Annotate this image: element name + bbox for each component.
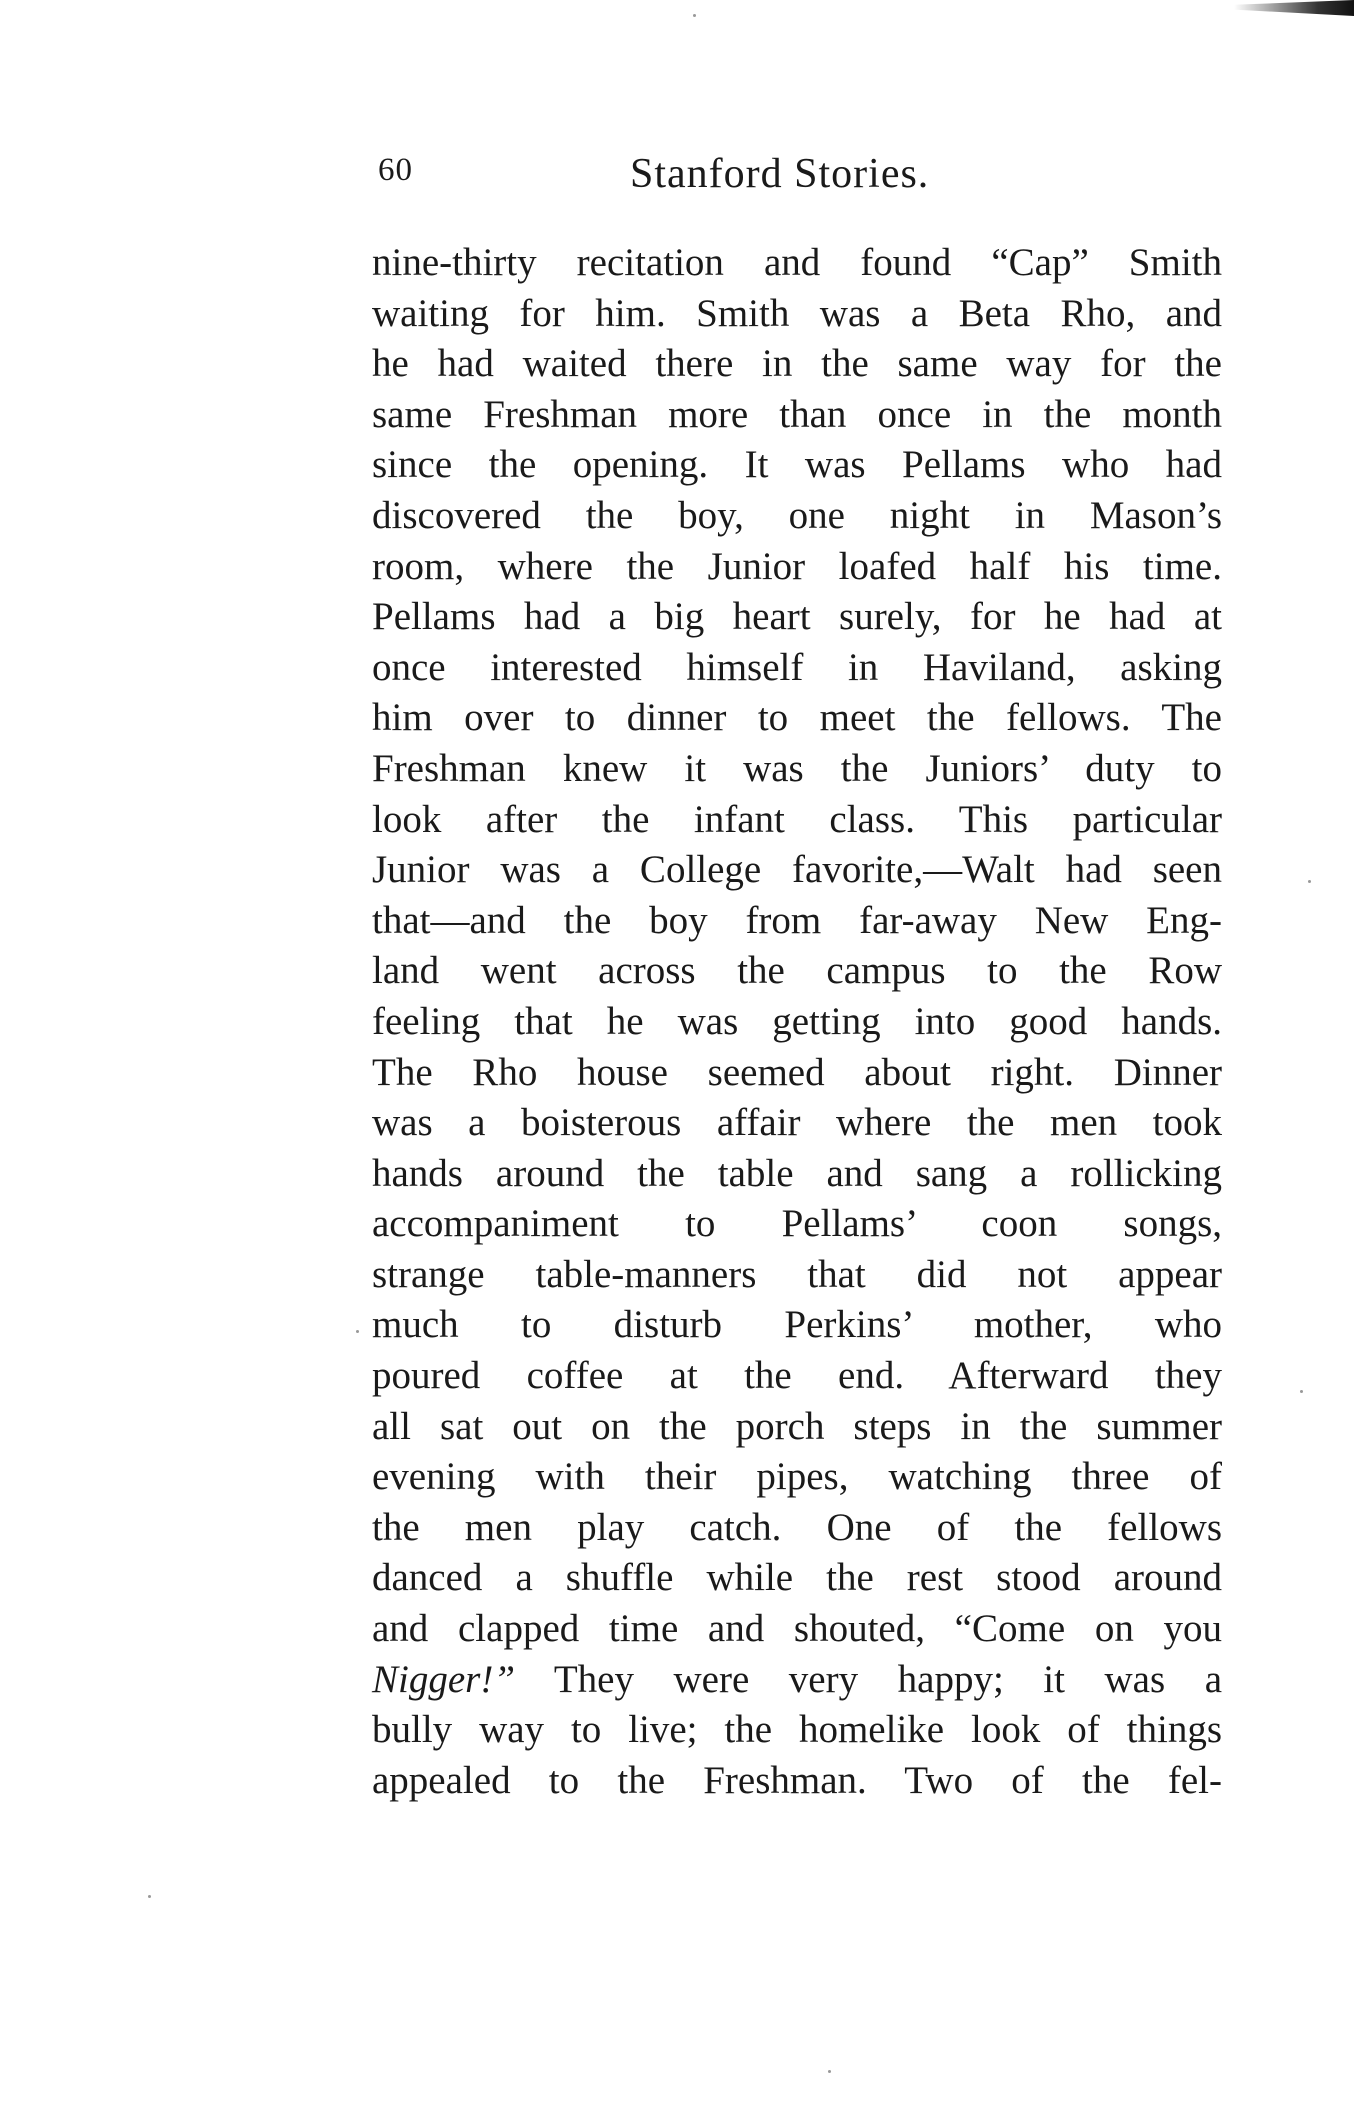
- text-line: him over to dinner to meet the fellows. The: [372, 696, 1222, 740]
- text-line: since the opening. It was Pellams who had: [372, 443, 1222, 487]
- text-line: was a boisterous affair where the men took: [372, 1101, 1222, 1145]
- text-line: once interested himself in Haviland, asking: [372, 645, 1222, 689]
- line-remainder: They were very happy; it was a: [553, 1657, 1222, 1701]
- paper-speck: [1300, 1390, 1303, 1393]
- italic-phrase: Nigger!”: [372, 1657, 516, 1701]
- text-line: Freshman knew it was the Juniors’ duty to: [372, 746, 1222, 790]
- text-line: the men play catch. One of the fellows: [372, 1505, 1222, 1549]
- body-text: [372, 238, 1222, 1806]
- text-line: danced a shuffle while the rest stood around: [372, 1556, 1222, 1600]
- text-line: look after the infant class. This particular: [372, 797, 1222, 841]
- text-line: that—and the boy from far-away New Eng-: [372, 898, 1222, 942]
- page-number: 60: [378, 152, 413, 188]
- text-line: room, where the Junior loafed half his time.: [372, 544, 1222, 588]
- text-line-mixed: [372, 1655, 1222, 1706]
- text-line: appealed to the Freshman. Two of the fel-: [372, 1758, 1222, 1802]
- running-title: Stanford Stories.: [630, 151, 930, 197]
- text-line: same Freshman more than once in the month: [372, 392, 1222, 436]
- paper-speck: [1308, 880, 1311, 883]
- text-line: accompaniment to Pellams’ coon songs,: [372, 1202, 1222, 1246]
- text-line: waiting for him. Smith was a Beta Rho, and: [372, 291, 1222, 335]
- paper-speck: [148, 1895, 151, 1898]
- text-line: much to disturb Perkins’ mother, who: [372, 1303, 1222, 1347]
- text-line: nine-thirty recitation and found “Cap” Smith: [372, 241, 1222, 284]
- text-line: discovered the boy, one night in Mason’s: [372, 493, 1222, 537]
- text-line: strange table-manners that did not appear: [372, 1252, 1222, 1296]
- text-line: and clapped time and shouted, “Come on you: [372, 1607, 1222, 1651]
- paper-speck: [356, 1330, 359, 1333]
- paper-speck: [828, 2070, 831, 2073]
- page-edge-mark: [1234, 0, 1354, 16]
- text-line: all sat out on the porch steps in the summer: [372, 1404, 1222, 1448]
- text-line: Junior was a College favorite,—Walt had seen: [372, 848, 1222, 892]
- paper-speck: [693, 14, 696, 17]
- page-header: [372, 150, 1222, 210]
- text-line: poured coffee at the end. Afterward they: [372, 1354, 1222, 1398]
- text-line: The Rho house seemed about right. Dinner: [372, 1050, 1222, 1094]
- text-line: land went across the campus to the Row: [372, 949, 1222, 993]
- text-line: Pellams had a big heart surely, for he had at: [372, 595, 1222, 639]
- text-line: he had waited there in the same way for the: [372, 342, 1222, 386]
- text-line: evening with their pipes, watching three of: [372, 1455, 1222, 1499]
- text-line: feeling that he was getting into good hands.: [372, 999, 1222, 1043]
- text-line: bully way to live; the homelike look of things: [372, 1708, 1222, 1752]
- text-line: hands around the table and sang a rollicking: [372, 1151, 1222, 1195]
